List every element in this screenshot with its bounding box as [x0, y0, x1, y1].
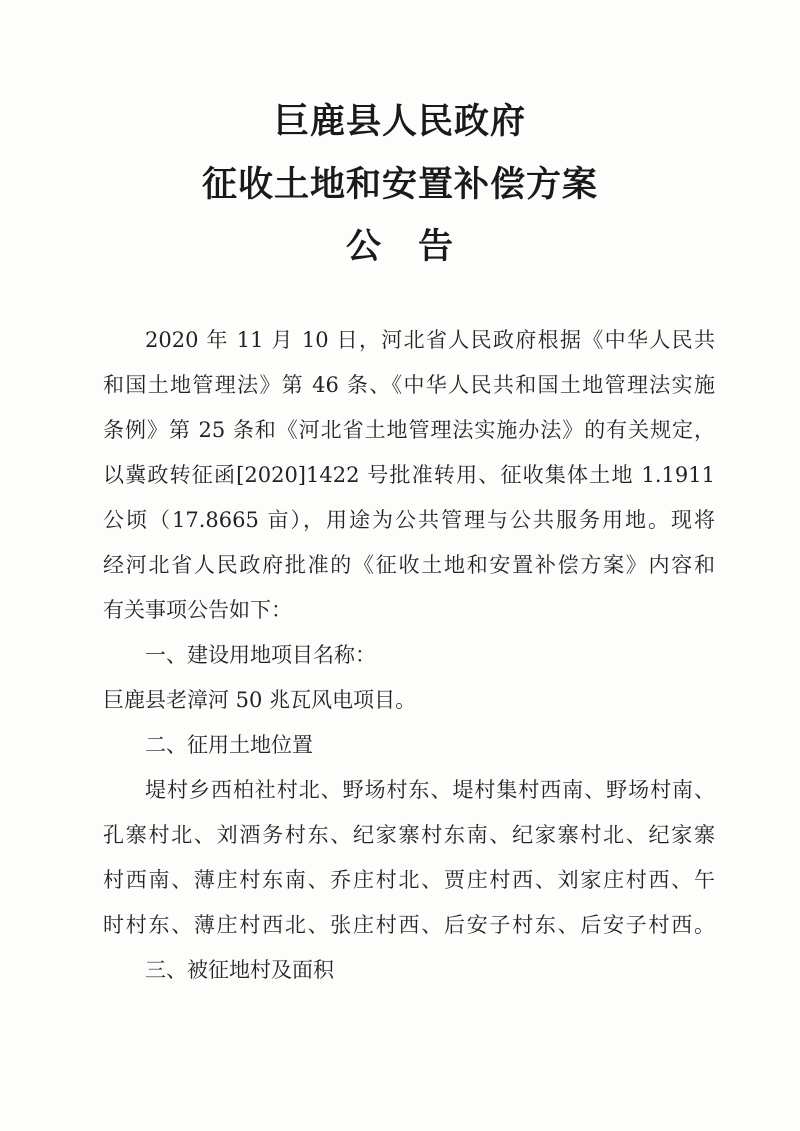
- section-heading-2: 二、征用土地位置: [145, 733, 313, 757]
- body-line-2: 和国土地管理法》第 46 条、《中华人民共和国土地管理法实施: [103, 373, 715, 397]
- document-title-line-1: 巨鹿县人民政府: [273, 101, 526, 142]
- body-line-5: 公顷（17.8665 亩），用途为公共管理与公共服务用地。现将: [103, 508, 715, 532]
- document-body: [103, 318, 715, 993]
- body-line-4: 以冀政转征函[2020]1422 号批准转用、征收集体土地 1.1911: [103, 463, 715, 487]
- project-name: 巨鹿县老漳河 50 兆瓦风电项目。: [103, 688, 417, 712]
- location-line-1: 堤村乡西柏社村北、野场村东、堤村集村西南、野场村南、: [145, 778, 715, 802]
- body-line-3: 条例》第 25 条和《河北省土地管理法实施办法》的有关规定，: [103, 418, 715, 442]
- document-title-line-2: 征收土地和安置补偿方案: [201, 164, 598, 205]
- body-line-7: 有关事项公告如下：: [103, 598, 292, 622]
- location-line-3: 村西南、薄庄村东南、乔庄村北、贾庄村西、刘家庄村西、午: [103, 868, 715, 892]
- section-heading-1: 一、建设用地项目名称：: [145, 643, 376, 667]
- section-heading-3: 三、被征地村及面积: [145, 958, 334, 982]
- location-line-2: 孔寨村北、刘酒务村东、纪家寨村东南、纪家寨村北、纪家寨: [103, 823, 715, 847]
- location-line-4: 时村东、薄庄村西北、张庄村西、后安子村东、后安子村西。: [103, 913, 715, 937]
- document-title-line-3: 公 告: [345, 226, 454, 267]
- body-line-6: 经河北省人民政府批准的《征收土地和安置补偿方案》内容和: [103, 553, 715, 577]
- body-line-1: 2020 年 11 月 10 日，河北省人民政府根据《中华人民共: [145, 328, 715, 352]
